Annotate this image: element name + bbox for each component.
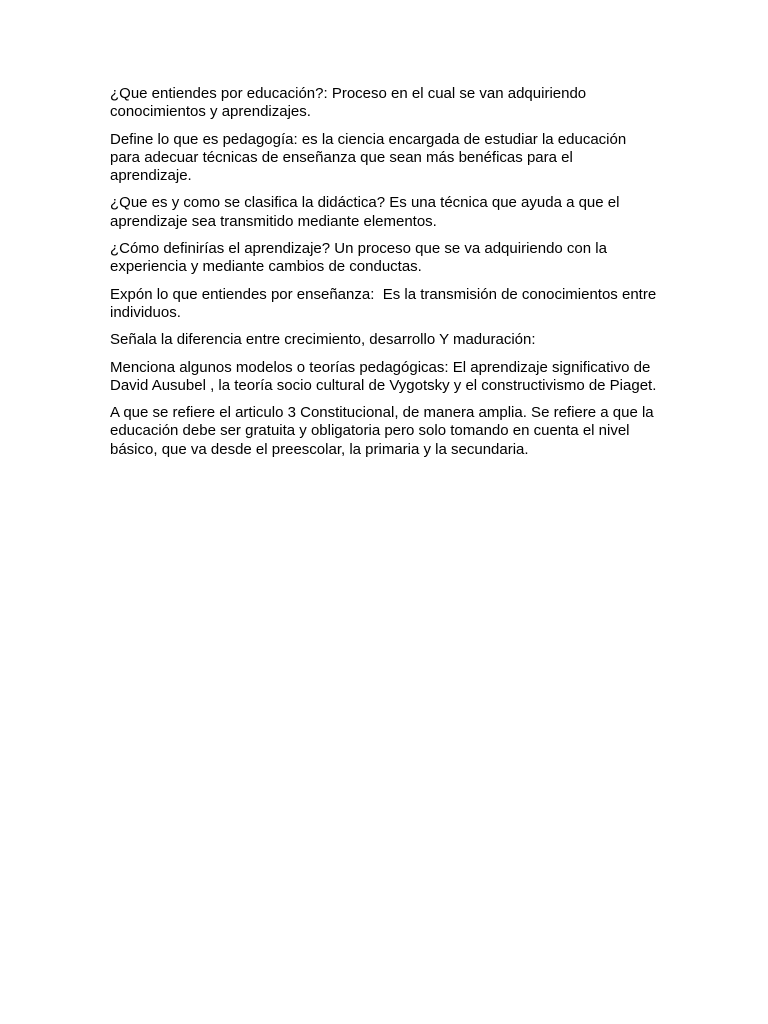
paragraph-education-definition: ¿Que entiendes por educación?: Proceso en el cual se van adquiriendo conocimientos y aprendizajes. [110, 85, 591, 121]
paragraph-article-3-constitutional: A que se refiere el articulo 3 Constitucional, de manera amplia. Se refiere a que la educación debe ser gratuita y obligatoria pero solo tomando en cuenta el nivel básico, que va desde el preescolar, la primaria y la secundaria. [110, 404, 658, 458]
document-body [110, 85, 661, 468]
paragraph-learning-definition: ¿Cómo definirías el aprendizaje? Un proceso que se va adquiriendo con la experiencia y mediante cambios de conductas. [110, 240, 612, 276]
paragraph-pedagogy-definition: Define lo que es pedagogía: es la ciencia encargada de estudiar la educación para adecuar técnicas de enseñanza que sean más benéficas para el aprendizaje. [110, 130, 631, 185]
paragraph-growth-development-maturation: Señala la diferencia entre crecimiento, desarrollo Y maduración: [110, 331, 536, 349]
paragraph-didactics-definition: ¿Que es y como se clasifica la didáctica? Es una técnica que ayuda a que el aprendizaje sea transmitido mediante elementos. [110, 194, 624, 230]
paragraph-teaching-definition: Expón lo que entiendes por enseñanza: Es la transmisión de conocimientos entre individuos. [110, 285, 661, 321]
paragraph-pedagogical-theories: Menciona algunos modelos o teorías pedagógicas: El aprendizaje significativo de David Ausubel , la teoría socio cultural de Vygotsky y el constructivismo de Piaget. [110, 358, 657, 394]
